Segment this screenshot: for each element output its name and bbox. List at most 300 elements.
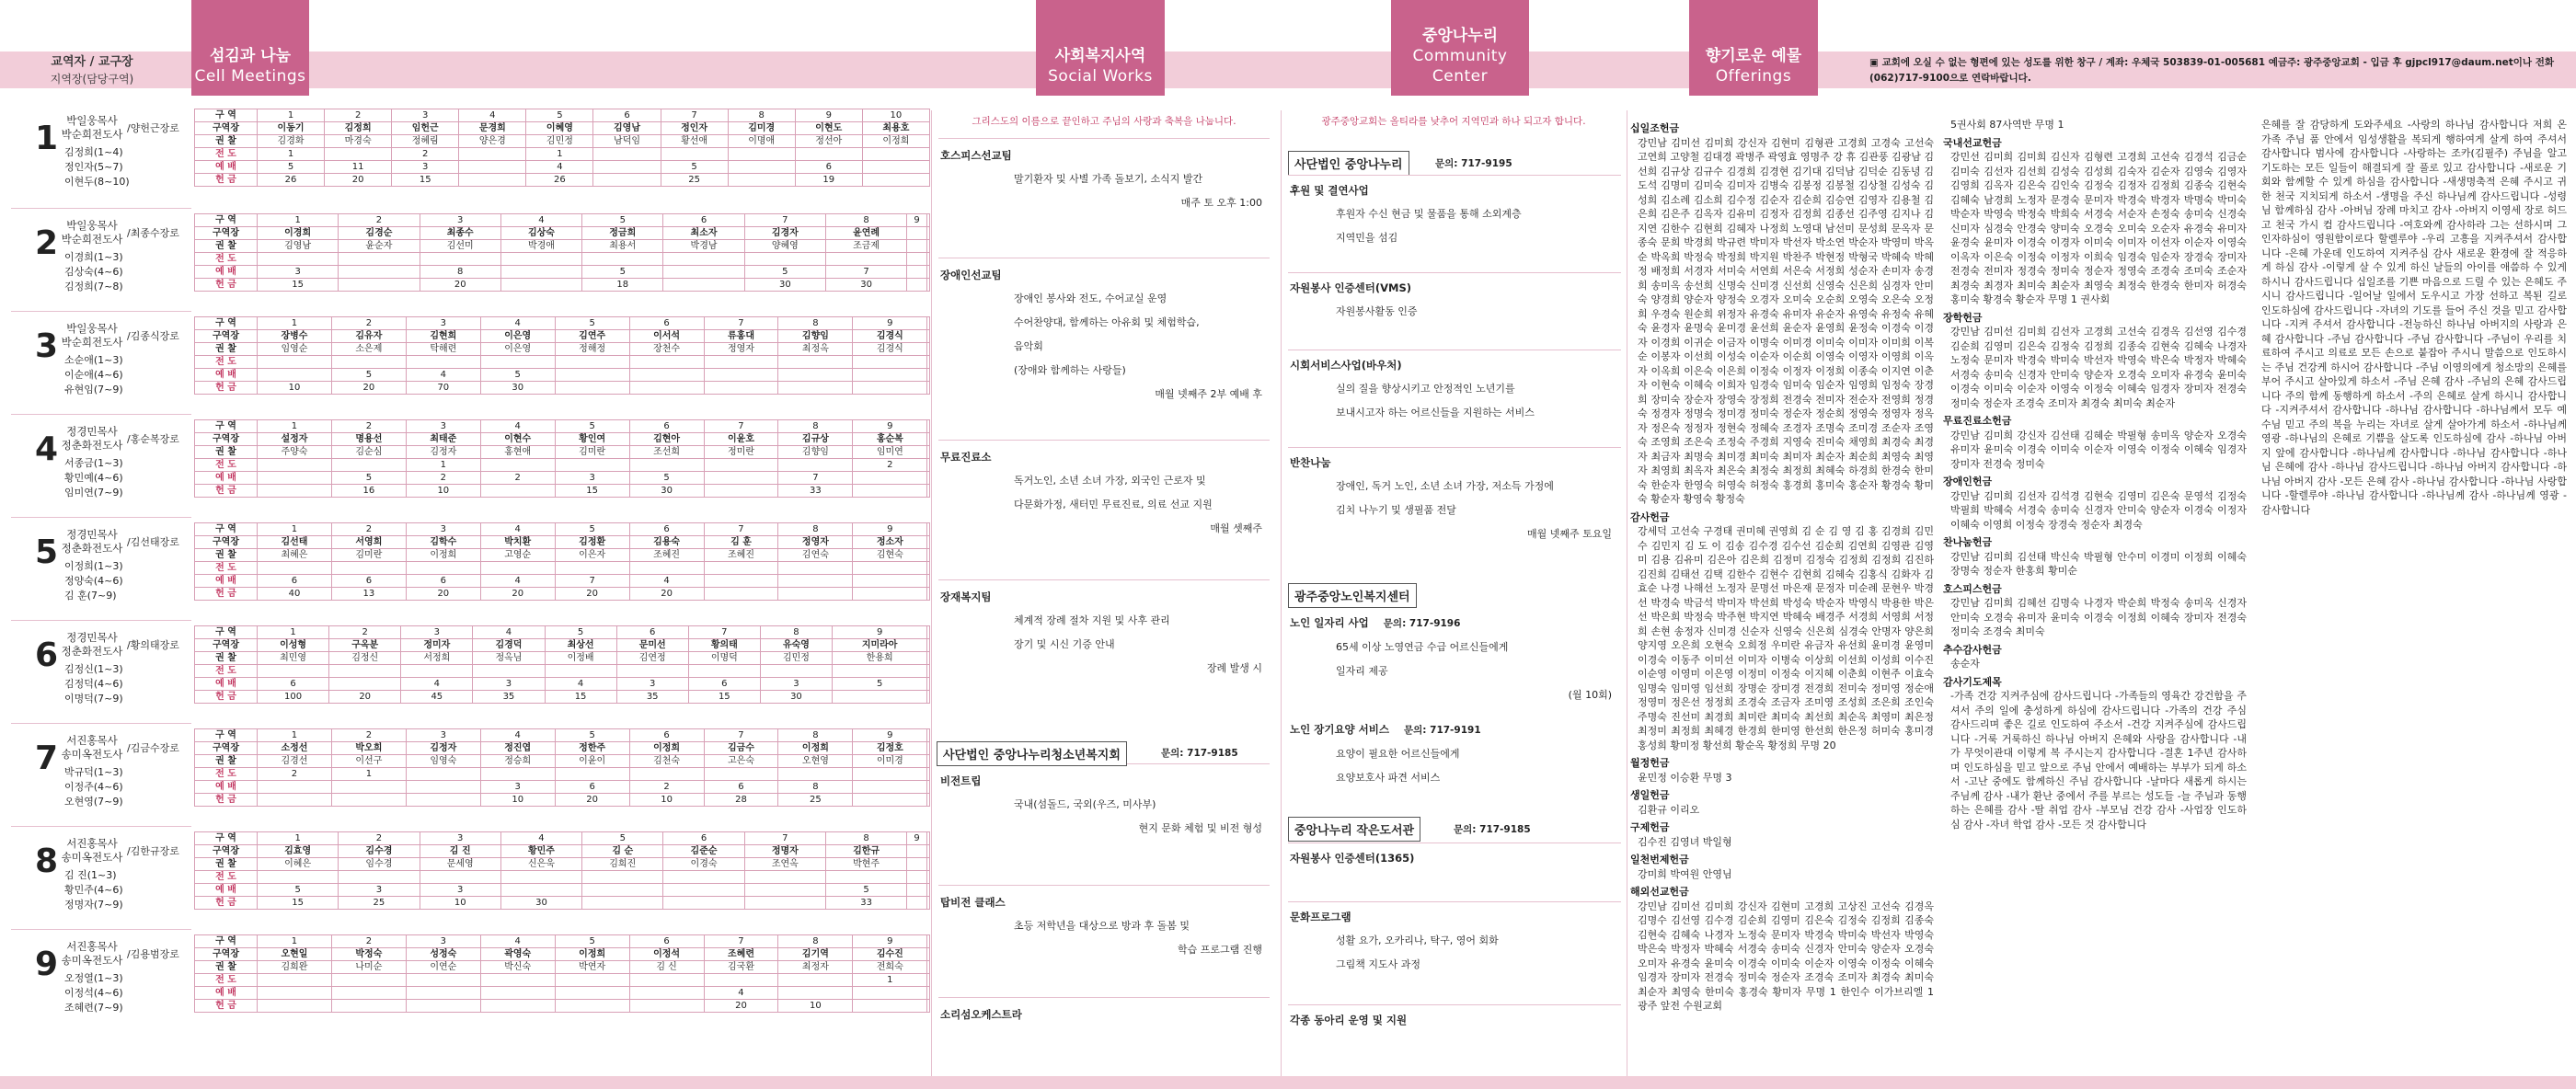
table-cell: 전 도 (195, 356, 258, 369)
table-cell (555, 382, 629, 395)
table-cell (862, 148, 929, 161)
table-cell: 6 (629, 317, 704, 330)
table-cell (778, 369, 853, 382)
table-cell: 곽영숙 (480, 948, 555, 961)
offering-heading: 월정헌금 (1630, 757, 1670, 769)
table-cell (853, 562, 927, 575)
member-line: 김정덕(4~6) (64, 678, 123, 690)
table-cell (480, 974, 555, 987)
table-cell: 구역장 (195, 845, 258, 858)
table-cell (406, 768, 480, 781)
tab-offerings (1689, 0, 1818, 96)
table-cell: 3 (406, 729, 480, 742)
table-cell (744, 884, 825, 897)
offering-heading: 감사헌금 (1630, 510, 1670, 523)
table-cell: 9 (853, 420, 927, 433)
center-item-title: 자원봉사 인증센터(1365) (1290, 852, 1415, 865)
table-cell: 이명덕 (688, 652, 760, 665)
table-cell: 8 (778, 317, 853, 330)
table-cell: 20 (480, 588, 555, 601)
table-cell (688, 665, 760, 678)
social-item-line: 장기 및 시신 기증 안내 (1014, 638, 1115, 650)
table-cell: 김수진 (853, 948, 927, 961)
table-row (195, 253, 930, 266)
table-cell: 이서석 (629, 330, 704, 343)
org3-title: 중앙나누리 작은도서관 (1288, 817, 1420, 842)
social-item-title: 호스피스선교팀 (940, 149, 1012, 162)
table-cell: 최정옥 (778, 343, 853, 356)
table-cell (853, 472, 927, 485)
table-cell (704, 562, 778, 575)
table-row (195, 549, 930, 562)
tab-en: Community Center (1412, 47, 1508, 86)
table-cell: 구역장 (195, 639, 258, 652)
table-cell: 2 (331, 317, 406, 330)
cell-members (64, 145, 130, 189)
offering-names: 강민남 김미희 강신자 김선태 김혜순 박필형 송미옥 양순자 오경숙 유미자 윤미숙 이경숙 이미숙 이순자 이영숙 이정숙 이혜숙 임경자 장미자 전경숙 정미숙 (1950, 429, 2247, 470)
table-cell (258, 794, 332, 807)
table-cell: 전 도 (195, 768, 258, 781)
table-cell: 2 (331, 523, 406, 536)
social-item (940, 143, 1271, 215)
leader-row (195, 330, 930, 343)
cell-table (194, 109, 930, 187)
cell-elder: /김종식장로 (127, 330, 179, 342)
header-row (195, 317, 930, 330)
table-cell: 이윤호 (704, 433, 778, 446)
table-cell: 5 (331, 472, 406, 485)
member-line: 서종금(1~3) (64, 457, 123, 469)
table-cell (555, 459, 629, 472)
footer-band (0, 1076, 2576, 1089)
table-cell: 지미라아 (833, 639, 927, 652)
header-row (195, 626, 930, 639)
table-cell: 15 (688, 691, 760, 704)
table-cell: 최용호 (862, 122, 929, 135)
table-cell: 헌 금 (195, 382, 258, 395)
cell-table (194, 213, 930, 292)
table-row (195, 755, 930, 768)
cell-number: 4 (35, 430, 59, 468)
cell-elder: /김금수장로 (127, 742, 179, 754)
table-cell: 6 (704, 781, 778, 794)
leader-row (195, 845, 930, 858)
table-cell: 4 (500, 214, 581, 227)
offering-heading: 십일조헌금 (1630, 122, 1680, 134)
cell-number: 9 (35, 946, 59, 983)
table-cell: 문미선 (616, 639, 688, 652)
table-cell (420, 871, 500, 884)
table-cell (926, 253, 929, 266)
table-cell: 권 찰 (195, 446, 258, 459)
table-cell: 구역장 (195, 948, 258, 961)
table-cell: 조연옥 (744, 858, 825, 871)
table-cell: 김 신 (629, 961, 704, 974)
org1-phone: 문의: 717-9195 (1435, 158, 1512, 169)
table-cell (907, 279, 927, 292)
center-item-line: 매월 넷째주 토요일 (1526, 528, 1612, 540)
table-cell (927, 794, 930, 807)
offering-names: -가족 건강 지켜주심에 감사드립니다 -가족들의 영육간 강건함을 주셔서 주의 일에 충성하게 하심에 감사드립니다 -가족의 건강 주심 감사드리며 좋은 길로 인도하여 주소서 -건강 지켜주심에 감사드립니다 -거룩 거룩하신 하나님 아버지 은혜와 사랑을 감사합니다 -내가 무엇이관대 이렇게 복 주시는지 감사합니다 -결혼 1주년 감사하며 인도하심을 믿고 앞으로 주님 안에서 예배하는 부부가 되게 하소서 -고난 중에도 함께하신 주님 감사합니다 -날마다 새롭게 하시는 주님께 감사 -내가 환난 중에서 주를 부르는 성도들 -늘 주님과 동행하는 은혜를 감사 -딸 취업 감사 -부모님 건강 감사 -사업장 인도하심 감사 -자녀 학업 감사 -모든 것 감사합니다 (1950, 690, 2247, 831)
table-cell (331, 356, 406, 369)
table-cell: 정금희 (582, 227, 663, 240)
center-intro: 광주중앙교회는 올티라를 낮추어 지역민과 하나 되고자 합니다. (1321, 116, 1586, 127)
table-cell: 이정석 (629, 948, 704, 961)
table-cell: 이경희 (258, 227, 339, 240)
table-cell (862, 161, 929, 174)
table-cell: 3 (420, 214, 500, 227)
table-cell: 4 (629, 575, 704, 588)
table-cell: 정진엽 (480, 742, 555, 755)
table-cell: 전 도 (195, 459, 258, 472)
table-cell: 오현일 (258, 948, 332, 961)
table-cell: 30 (760, 691, 832, 704)
table-cell: 김정자 (406, 446, 480, 459)
table-cell: 이정희 (778, 742, 853, 755)
separator (938, 579, 1270, 580)
table-cell: 9 (853, 317, 927, 330)
table-cell: 4 (459, 109, 526, 122)
offering-names: 윤민정 이승환 무명 3 (1638, 771, 1732, 784)
table-cell (582, 253, 663, 266)
table-cell: 20 (325, 174, 392, 187)
offering-names: 은혜를 잘 감당하게 도와주세요 -사랑의 하나님 감사합니다 저희 온 가족 주님 품 안에서 임성생활을 복되게 행하여게 살게 하여 주셔서 감사합니다 범사에 감사합니다 -사랑하는 조카(김필주) 주님을 알고 기도하는 모든 일들이 해결되게 잘 풀로 있고 감사합니다 -새로운 기회와 함께할 수 있게 하심을 감사합니다 -새생명축적 은혜 주시고 귀한 천국 지치되게 하소서 -생명을 주신 하나님께 감사드립니다 -성령님 함께하심 감사 -아버님 장례 마치고 감사 -아버지 이영세 장로 허드고 천국 가시 컴 감사드립니다 -여호와께 감사하라 그는 선하시며 그 인자하심이 영원함이로다 할렐루야 -우리 고흥을 지켜주셔서 감사합니다 -은혜 가운데 인도하여 지켜주심 감사 새로운 환경에 잘 적응하게 하심 감사 -이렇게 살 수 있게 하신 날들의 아이를 애씀하 수 있게 하시니 감사드립니다 십일조를 기쁜 마음으로 드릴 수 있는 은혜도 주시니 감사드립니다 -일어날 일에서 도우시고 가장 선하고 복된 길로 인도하심에 감사드립니다 -자녀의 기도를 들어 주신 것을 믿고 감사합니다 -지켜 주셔서 감사합니다 -전능하신 하나님 아버지의 사랑과 은혜 감사합니다 -주님 감사합니다 -주님 감사합니다 -주님이 우리를 치료하여 주시고 의료로 모든 손으로 붙잡아 주시니 말씀으로 인도하시는 주님 건강케 하시어 감사합니다 -주님 이영의에게 청소망의 은혜를 부어 주시고 살아있게 하소서 -주님 은혜 감사 -주님의 은혜 감사드립니다 주의 함께 동행하게 하소서 -주의 은혜로 살게 하시니 감사합니다 -지켜주셔서 감사합니다 -하나님 감사합니다 -하나님께서 모두 예수님 믿고 주의 복을 누리는 자녀로 살게 살아가게 하소서 -하나님께 영광 -하나님의 은혜로 기쁨을 살도록 인도하심에 감사 -하나님 아버지 앞에 감사합니다 -하나님께 감사합니다 -하나님 감사합니다 -하나님 은혜에 감사 -하나님 감사드립니다 -하나님 아버지 감사합니다 -하나님 아버지 감사 -모든 은혜 감사 -하나님 감사합니다 -하나님 사랑합니다 -할렐루야 -하나님 감사합니다 -하나님께 감사 -하나님께 영광 -감사합니다 (2261, 119, 2567, 516)
table-cell: 1 (331, 768, 406, 781)
divider (931, 110, 932, 1076)
table-cell: 이선구 (331, 755, 406, 768)
table-cell: 김정희 (325, 122, 392, 135)
member-line: 김 훈(7~9) (64, 590, 117, 602)
cell-number: 5 (35, 533, 59, 571)
table-cell (926, 832, 929, 845)
table-row (195, 781, 930, 794)
table-cell (853, 575, 927, 588)
table-cell (616, 665, 688, 678)
center-item-line: 일자리 제공 (1336, 665, 1388, 677)
social-item-line: 국내(섬돌드, 국외(우즈, 미사부) (1014, 798, 1156, 810)
table-cell: 20 (704, 1000, 778, 1013)
table-cell: 9 (853, 935, 927, 948)
center-item-line: 보내시고자 하는 어르신들을 지원하는 서비스 (1336, 407, 1535, 418)
table-cell (555, 369, 629, 382)
table-cell: 이미경 (853, 755, 927, 768)
table-cell (927, 665, 930, 678)
member-line: 김상숙(4~6) (64, 266, 123, 278)
left-header-title: 교역자 / 교구장 (51, 55, 133, 69)
table-row (195, 678, 930, 691)
table-row (195, 485, 930, 498)
offering-heading: 생일헌금 (1630, 789, 1670, 801)
table-cell: 20 (629, 588, 704, 601)
table-cell (927, 343, 930, 356)
table-cell: 3 (420, 832, 500, 845)
table-cell: 4 (526, 161, 593, 174)
cell-table (194, 625, 930, 704)
table-cell: 30 (500, 897, 581, 910)
offering-heading: 장학헌금 (1943, 311, 1983, 324)
table-cell (555, 768, 629, 781)
table-cell: 최소자 (663, 227, 744, 240)
cell-members (64, 353, 123, 397)
table-cell: 예 배 (195, 575, 258, 588)
table-row (195, 382, 930, 395)
table-cell (406, 1000, 480, 1013)
table-cell: 10 (258, 382, 332, 395)
table-row (195, 588, 930, 601)
table-cell (331, 1000, 406, 1013)
separator (1288, 901, 1621, 902)
table-cell: 1 (526, 148, 593, 161)
table-cell: 임수경 (339, 858, 420, 871)
table-cell: 20 (555, 794, 629, 807)
table-cell: 구역장 (195, 742, 258, 755)
center-item (1290, 905, 1621, 977)
table-cell: 2 (392, 148, 459, 161)
table-cell (593, 174, 661, 187)
cell-members (64, 250, 123, 294)
social-item (940, 445, 1271, 541)
table-cell (331, 781, 406, 794)
table-cell: 5 (582, 214, 663, 227)
table-cell (927, 369, 930, 382)
social-item-line: 매월 넷째주 2부 예배 후 (1155, 388, 1262, 400)
table-cell (927, 935, 930, 948)
member-line: 이명덕(7~9) (64, 693, 123, 705)
table-cell: 5 (582, 832, 663, 845)
center-item-title: 자원봉사 인증센터(VMS) (1290, 281, 1412, 294)
leader-row (195, 639, 930, 652)
table-cell (663, 266, 744, 279)
center-item-line: 자원봉사활동 인증 (1336, 305, 1418, 317)
table-row (195, 1000, 930, 1013)
table-cell (704, 369, 778, 382)
member-line: 이현두(8~10) (64, 176, 130, 188)
separator (11, 723, 191, 724)
table-cell: 주양숙 (258, 446, 332, 459)
separator (11, 414, 191, 415)
cell-pastor: 서진홍목사 송미옥전도사 (61, 837, 123, 864)
table-cell (907, 240, 927, 253)
table-cell (927, 536, 930, 549)
table-cell: 2 (629, 781, 704, 794)
table-cell (406, 356, 480, 369)
center-item-name: 노인 장기요양 서비스 (1290, 723, 1389, 736)
table-cell: 2 (331, 935, 406, 948)
table-cell: 김 진 (420, 845, 500, 858)
table-cell: 5 (555, 935, 629, 948)
table-cell (760, 665, 832, 678)
tab-ko: 중앙나누리 (1421, 27, 1499, 45)
table-cell: 13 (331, 588, 406, 601)
table-cell (927, 678, 930, 691)
table-cell: 18 (582, 279, 663, 292)
table-cell: 7 (704, 317, 778, 330)
table-cell (778, 974, 853, 987)
cell-number: 6 (35, 636, 59, 674)
table-cell: 소정선 (258, 742, 332, 755)
table-cell: 5 (744, 266, 825, 279)
table-cell: 6 (688, 678, 760, 691)
separator (11, 517, 191, 518)
table-cell: 구역장 (195, 433, 258, 446)
table-cell: 헌 금 (195, 897, 258, 910)
offering-heading: 호스피스헌금 (1943, 582, 2002, 595)
offering-names: 강민남 김미선 김미희 강신자 김현미 고경희 고상진 고선숙 김경옥 김명수 김선영 김수경 김순희 김영미 김은숙 김정숙 김정희 김종숙 김현숙 김혜숙 나경자 노정숙 문미자 박경숙 박미숙 박선자 박영숙 박은숙 박정자 박혜숙 서경숙 송미숙 신경자 안미숙 양순자 오경숙 오미자 유경숙 윤미숙 이경숙 이미숙 이순자 이영숙 이정숙 이혜숙 임경자 장미자 전경숙 정미숙 정순자 조경숙 조미자 최경숙 최미숙 최순자 최영숙 한미숙 홍경숙 황미자 무명 1 한인수 이가브리엘 1 광주 앞전 수원교회 (1638, 900, 1934, 1012)
header-row (195, 832, 930, 845)
table-cell: 박경남 (663, 240, 744, 253)
table-cell: 7 (778, 472, 853, 485)
table-cell: 임헌근 (392, 122, 459, 135)
table-cell: 이정배 (545, 652, 616, 665)
table-cell: 헌 금 (195, 1000, 258, 1013)
member-line: 이정주(4~6) (64, 781, 123, 793)
table-cell (339, 266, 420, 279)
table-cell: 이혜은 (258, 858, 339, 871)
cell-group (0, 316, 193, 418)
table-cell: 황민주 (500, 845, 581, 858)
table-cell: 조혜진 (629, 549, 704, 562)
center-item-line: (월 10회) (1568, 689, 1612, 701)
table-cell (629, 459, 704, 472)
table-cell (329, 665, 401, 678)
table-row (195, 665, 930, 678)
table-cell: 김순심 (331, 446, 406, 459)
table-cell (480, 356, 555, 369)
table-cell: 1 (258, 523, 332, 536)
table-cell: 8 (778, 935, 853, 948)
table-cell: 김현숙 (853, 549, 927, 562)
member-line: 오정열(1~3) (64, 972, 123, 984)
table-row (195, 768, 930, 781)
table-cell (927, 948, 930, 961)
table-cell (927, 459, 930, 472)
table-cell: 20 (406, 588, 480, 601)
table-cell: 2 (258, 768, 332, 781)
offering-names: 송순자 (1950, 658, 1980, 670)
table-cell: 구역장 (195, 227, 258, 240)
table-cell (545, 665, 616, 678)
center-item (1290, 1008, 1621, 1032)
table-cell (926, 897, 929, 910)
tab-cell-meetings (191, 0, 309, 96)
social-intro: 그리스도의 이름으로 끝인하고 주님의 사랑과 축복을 나눕니다. (972, 116, 1236, 127)
table-cell: 신은욱 (500, 858, 581, 871)
table-cell (704, 588, 778, 601)
table-cell: 정인자 (661, 122, 728, 135)
offering-names: 강민선 김미희 김미희 김신자 김형련 고경희 고선숙 김경석 김금순 김미숙 김선자 김선희 김성숙 김성희 김숙자 김순자 김영숙 김영자 김영희 김옥자 김은숙 김인숙 김정숙 김정자 김정희 김종숙 김현숙 김혜숙 남경희 노정자 문경숙 문미자 박경숙 박경자 박명숙 박미숙 박순자 박영숙 박정숙 박희숙 서경숙 서순자 손정숙 송미숙 신경숙 신미자 심경숙 안경숙 양미숙 오경숙 오미숙 오순자 유경숙 유미자 윤경숙 윤미자 이경숙 이경자 이미숙 이미자 이선자 이순자 이영숙 이옥자 이은숙 이정숙 이정자 이희숙 임경숙 임순자 장경숙 장미자 전경숙 전미자 정경숙 정미숙 정순자 정영숙 조경숙 조미숙 조순자 최경숙 최경자 최미숙 최순자 최영숙 최정숙 한경숙 한미자 허경숙 홍미숙 황경숙 황순자 무명 1 권사회 (1950, 151, 2247, 305)
table-cell: 9 (907, 214, 927, 227)
table-cell: 김영남 (593, 122, 661, 135)
table-cell: 최용서 (582, 240, 663, 253)
table-cell (339, 871, 420, 884)
table-cell: 정해정 (555, 343, 629, 356)
table-cell: 정혜림 (392, 135, 459, 148)
table-cell: 3 (406, 420, 480, 433)
table-cell: 구 역 (195, 420, 258, 433)
table-cell: 권 찰 (195, 135, 258, 148)
table-cell (825, 253, 906, 266)
table-cell (500, 884, 581, 897)
table-cell: 3 (760, 678, 832, 691)
separator (11, 929, 191, 930)
table-cell (927, 446, 930, 459)
table-cell (593, 161, 661, 174)
cell-elder: /김선태장로 (127, 536, 179, 548)
table-cell: 박경애 (500, 240, 581, 253)
table-cell: 김향임 (778, 446, 853, 459)
table-cell: 1 (258, 935, 332, 948)
table-cell (258, 356, 332, 369)
table-cell (907, 871, 927, 884)
table-cell: 이정희 (629, 742, 704, 755)
table-cell (907, 266, 927, 279)
table-cell (927, 433, 930, 446)
table-cell (927, 652, 930, 665)
table-cell: 이명애 (728, 135, 795, 148)
table-cell: 10 (862, 109, 929, 122)
table-cell: 33 (825, 897, 906, 910)
table-cell (833, 665, 927, 678)
table-cell: 19 (795, 174, 862, 187)
table-cell: 15 (555, 485, 629, 498)
table-cell: 이동기 (258, 122, 325, 135)
table-cell: 예 배 (195, 884, 258, 897)
table-cell (927, 961, 930, 974)
table-cell: 6 (593, 109, 661, 122)
center-item-line: 요양보호사 파견 서비스 (1336, 772, 1441, 784)
table-cell: 문경희 (459, 122, 526, 135)
table-cell (329, 678, 401, 691)
table-cell (853, 987, 927, 1000)
center-item-line: 지역민을 섬김 (1336, 232, 1398, 244)
table-cell (927, 1000, 930, 1013)
table-cell: 30 (744, 279, 825, 292)
table-cell: 예 배 (195, 678, 258, 691)
table-cell (663, 279, 744, 292)
table-cell (926, 845, 929, 858)
center-item (1290, 451, 1621, 546)
center-item (1290, 611, 1621, 707)
table-cell: 전 도 (195, 871, 258, 884)
table-row (195, 961, 930, 974)
table-cell: 7 (704, 523, 778, 536)
table-cell: 20 (420, 279, 500, 292)
table-cell: 6 (663, 214, 744, 227)
member-line: 김 진(1~3) (64, 869, 117, 881)
table-cell: 20 (331, 382, 406, 395)
table-cell: 이현도 (795, 122, 862, 135)
member-line: 정명자(7~9) (64, 899, 123, 911)
center-item-line: 요양이 필요한 어르신들에게 (1336, 748, 1460, 760)
cell-table (194, 316, 930, 395)
social-item-title: 장재복지팀 (940, 590, 992, 603)
social-item-line: 매주 토 오후 1:00 (1180, 197, 1262, 209)
table-cell (927, 626, 930, 639)
table-cell (258, 987, 332, 1000)
table-cell: 45 (401, 691, 473, 704)
leader-row (195, 536, 930, 549)
table-cell (555, 987, 629, 1000)
table-cell: 30 (629, 485, 704, 498)
table-cell (629, 562, 704, 575)
table-row (195, 148, 930, 161)
table-cell (325, 148, 392, 161)
center-item (1290, 353, 1621, 425)
table-row (195, 858, 930, 871)
separator (1288, 447, 1621, 448)
table-cell: 이윤이 (555, 755, 629, 768)
tab-ko: 향기로운 예물 (1705, 47, 1802, 65)
